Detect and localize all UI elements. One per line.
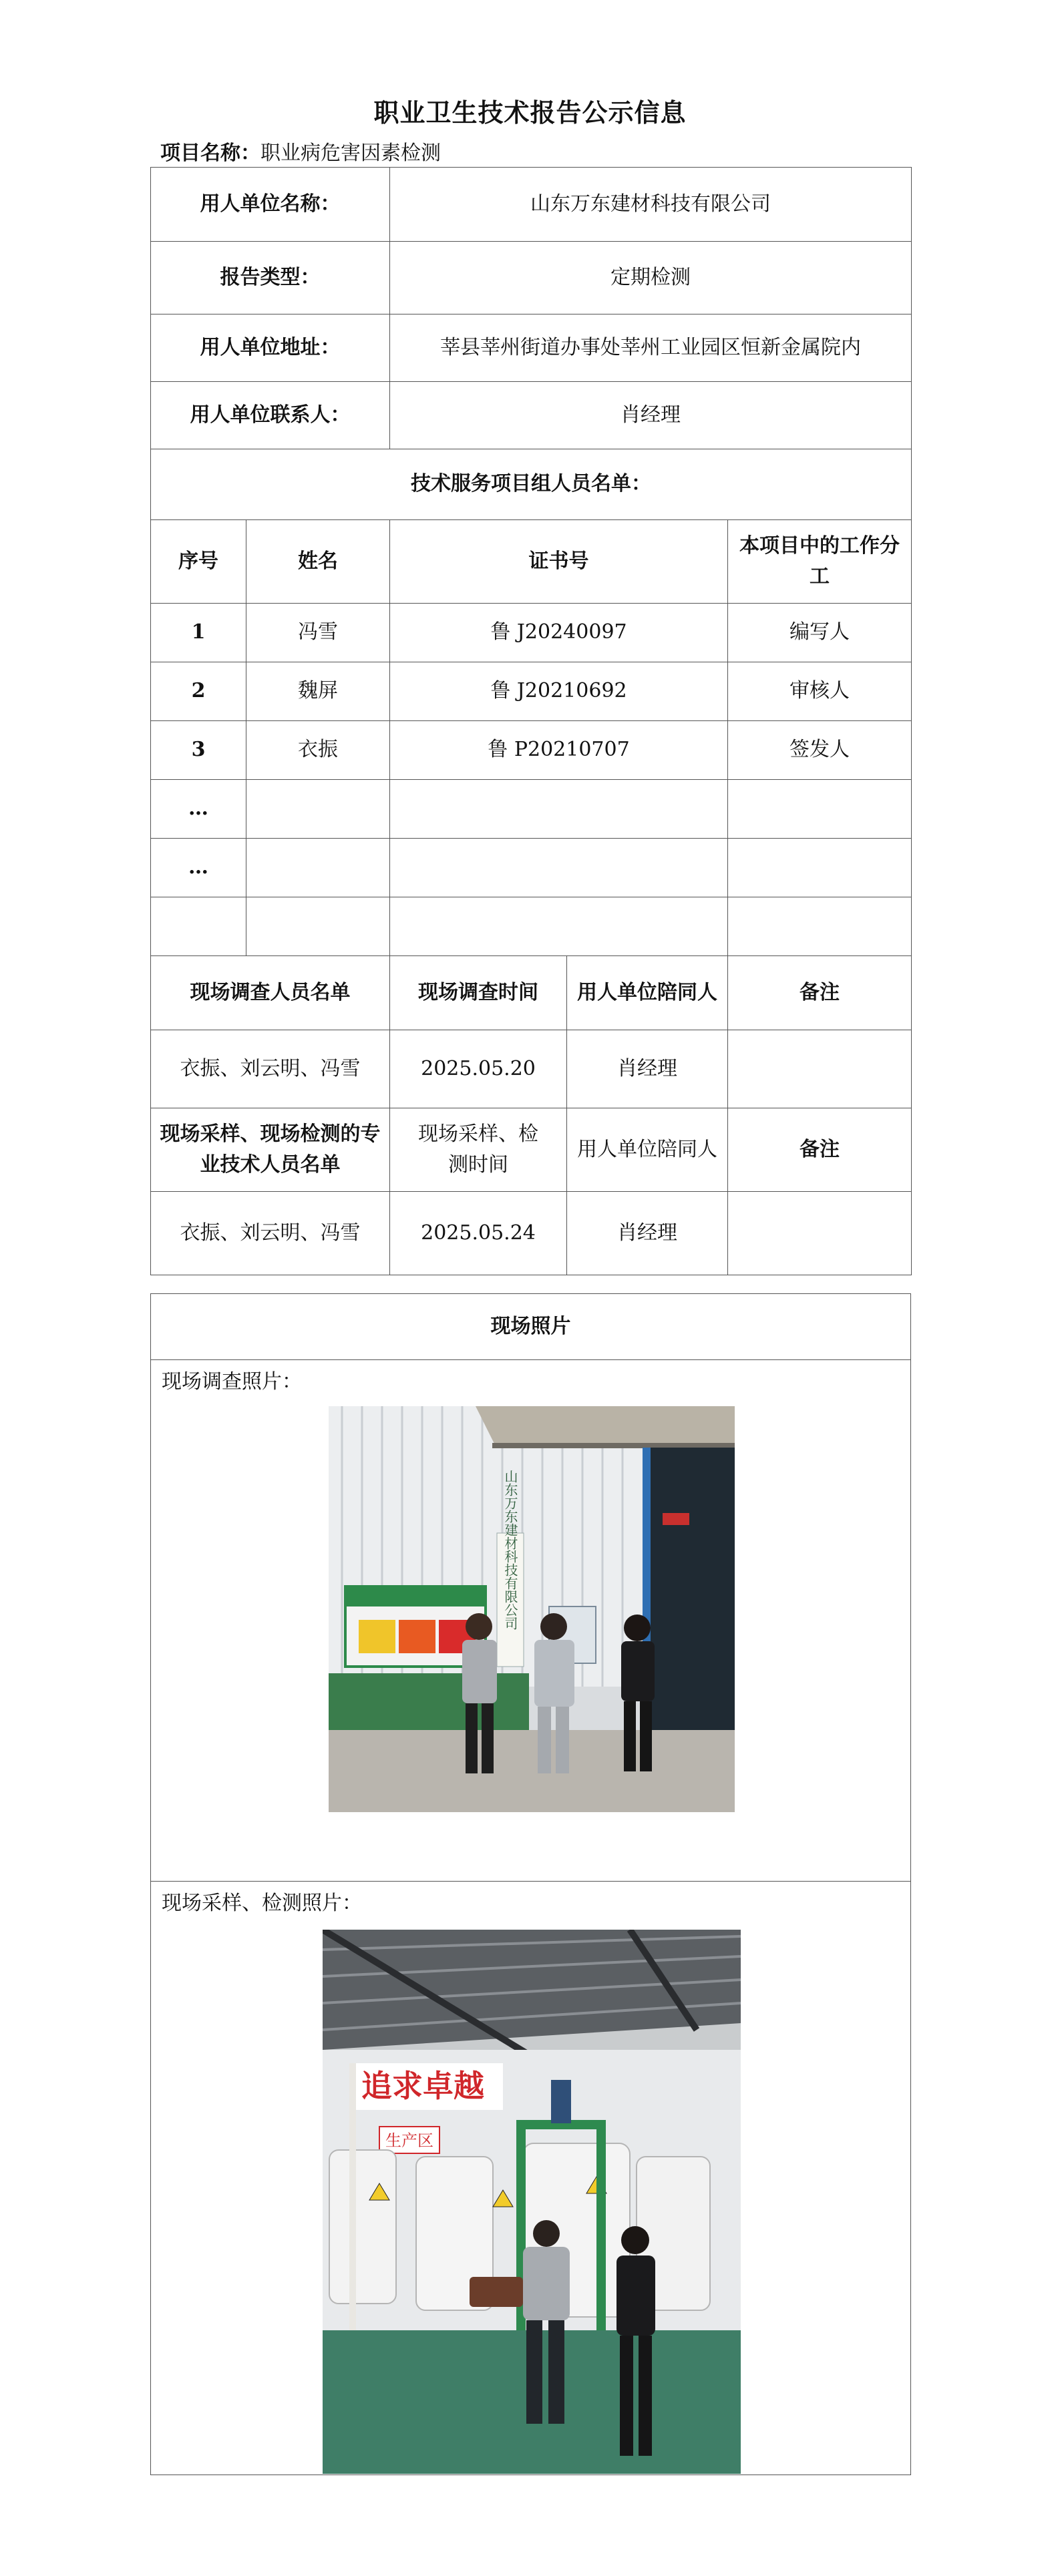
team-header-cert: 证书号 <box>390 520 728 604</box>
photos-heading: 现场照片 <box>151 1294 911 1360</box>
survey-header-staff: 现场调查人员名单 <box>151 956 390 1030</box>
team-seq: 1 <box>151 604 246 662</box>
survey-photo-label: 现场调查照片： <box>162 1370 302 1393</box>
team-cert: 鲁 P20210707 <box>390 721 728 780</box>
team-role <box>728 839 912 897</box>
report-type-label: 报告类型： <box>151 242 390 314</box>
company-address-value: 莘县莘州街道办事处莘州工业园区恒新金属院内 <box>390 314 912 382</box>
team-cert <box>390 780 728 839</box>
project-name-line <box>160 136 441 166</box>
table-row <box>151 662 912 721</box>
project-label: 项目名称： <box>160 142 260 165</box>
report-type-value: 定期检测 <box>390 242 912 314</box>
table-row <box>151 780 912 839</box>
company-contact-value: 肖经理 <box>390 382 912 449</box>
table-row <box>151 604 912 662</box>
project-name: 职业病危害因素检测 <box>260 142 441 165</box>
company-name-value: 山东万东建材科技有限公司 <box>390 168 912 242</box>
sampling-photo <box>323 1930 741 2474</box>
sign-text: 山东万东建材科技有限公司 <box>502 1470 518 1630</box>
survey-remark <box>728 1030 912 1108</box>
zone-text: 生产区 <box>385 2131 433 2150</box>
team-header-name: 姓名 <box>246 520 390 604</box>
team-seq: 3 <box>151 721 246 780</box>
sampling-escort: 肖经理 <box>567 1192 728 1275</box>
sampling-remark <box>728 1192 912 1275</box>
document-title: 职业卫生技术报告公示信息 <box>373 97 687 128</box>
team-seq: … <box>151 839 246 897</box>
survey-escort: 肖经理 <box>567 1030 728 1108</box>
sampling-header-time: 现场采样、检测时间 <box>390 1108 567 1192</box>
team-cert: 鲁 J20240097 <box>390 604 728 662</box>
team-header-seq: 序号 <box>151 520 246 604</box>
team-name <box>246 839 390 897</box>
team-header-role: 本项目中的工作分工 <box>728 520 912 604</box>
team-heading: 技术服务项目组人员名单： <box>151 449 912 520</box>
team-role: 审核人 <box>728 662 912 721</box>
survey-time: 2025.05.20 <box>390 1030 567 1108</box>
sampling-header-staff: 现场采样、现场检测的专业技术人员名单 <box>151 1108 390 1192</box>
sampling-staff: 衣振、刘云明、冯雪 <box>151 1192 390 1275</box>
team-name: 魏屏 <box>246 662 390 721</box>
team-role <box>728 897 912 956</box>
survey-staff: 衣振、刘云明、冯雪 <box>151 1030 390 1108</box>
survey-photo-cell <box>151 1360 911 1882</box>
sampling-photo-cell <box>151 1882 911 2475</box>
company-name-label: 用人单位名称： <box>151 168 390 242</box>
sampling-header-remark: 备注 <box>728 1108 912 1192</box>
photos-table <box>150 1293 911 2475</box>
team-seq: 2 <box>151 662 246 721</box>
survey-header-remark: 备注 <box>728 956 912 1030</box>
survey-header-time: 现场调查时间 <box>390 956 567 1030</box>
team-cert: 鲁 J20210692 <box>390 662 728 721</box>
survey-header-escort: 用人单位陪同人 <box>567 956 728 1030</box>
table-row <box>151 721 912 780</box>
team-cert <box>390 839 728 897</box>
team-seq: … <box>151 780 246 839</box>
sampling-time: 2025.05.24 <box>390 1192 567 1275</box>
team-role: 签发人 <box>728 721 912 780</box>
banner-text: 追求卓越 <box>361 2068 484 2104</box>
report-info-table <box>150 167 912 1275</box>
team-role: 编写人 <box>728 604 912 662</box>
company-contact-label: 用人单位联系人： <box>151 382 390 449</box>
sampling-photo-label: 现场采样、检测照片： <box>162 1892 362 1915</box>
survey-photo <box>329 1406 735 1812</box>
team-name <box>246 897 390 956</box>
team-name <box>246 780 390 839</box>
team-name: 冯雪 <box>246 604 390 662</box>
table-row <box>151 897 912 956</box>
team-role <box>728 780 912 839</box>
sampling-header-escort: 用人单位陪同人 <box>567 1108 728 1192</box>
team-cert <box>390 897 728 956</box>
team-seq <box>151 897 246 956</box>
table-row <box>151 839 912 897</box>
team-name: 衣振 <box>246 721 390 780</box>
company-address-label: 用人单位地址： <box>151 314 390 382</box>
